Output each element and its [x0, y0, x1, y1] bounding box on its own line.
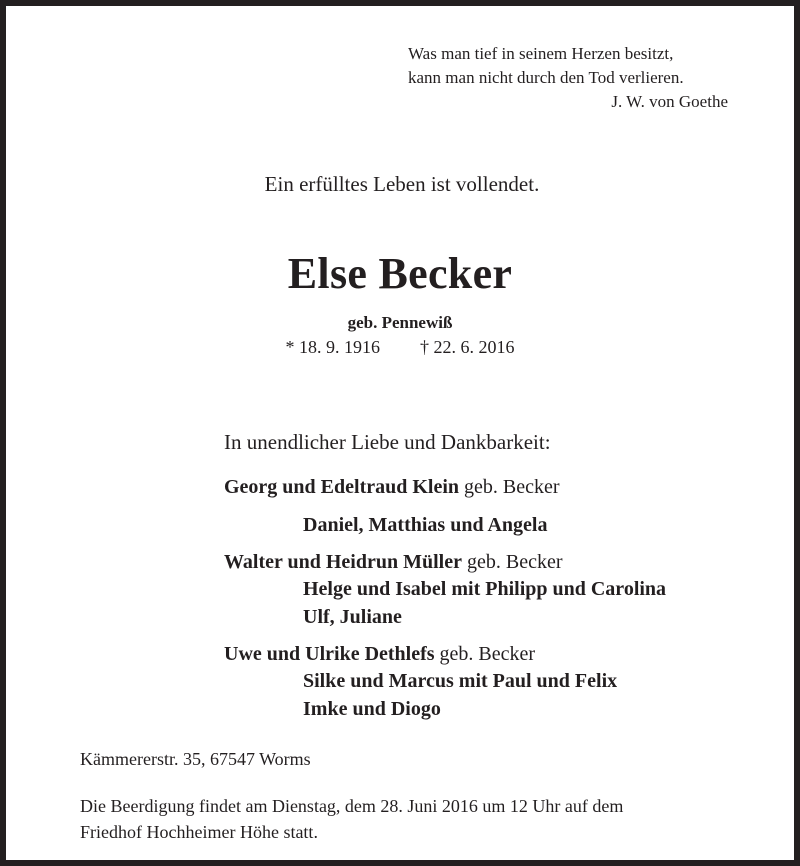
family-parents [224, 551, 563, 574]
quote-line-1: Was man tief in seinem Herzen besitzt, [408, 44, 674, 63]
family-children: Daniel, Matthias und Angela [303, 514, 548, 536]
family-children: Ulf, Juliane [303, 606, 402, 628]
deceased-name: Else Becker [287, 249, 513, 298]
quote-line-2: kann man nicht durch den Tod verlieren. [408, 68, 684, 87]
funeral-info [80, 793, 623, 845]
family-parents [224, 643, 535, 666]
family-suffix: geb. Becker [434, 643, 536, 665]
life-dates [6, 337, 794, 358]
family-children: Imke und Diogo [303, 698, 441, 720]
funeral-line-2: Friedhof Hochheimer Höhe statt. [80, 822, 318, 842]
family-children: Helge und Isabel mit Philipp und Carolina [303, 578, 667, 600]
family-parents-names: Walter und Heidrun Müller [224, 551, 462, 573]
funeral-line-1: Die Beerdigung findet am Dienstag, dem 28. Juni 2016 um 12 Uhr auf dem [80, 796, 624, 816]
maiden-name: geb. Pennewiß [347, 313, 453, 332]
family-parents-names: Georg und Edeltraud Klein [224, 476, 460, 498]
birth-date: * 18. 9. 1916 [285, 337, 380, 357]
family-children: Silke und Marcus mit Paul und Felix [303, 670, 618, 692]
address: Kämmererstr. 35, 67547 Worms [80, 749, 311, 769]
mourners-heading: In unendlicher Liebe und Dankbarkeit: [224, 430, 551, 454]
intro-line: Ein erfülltes Leben ist vollendet. [264, 172, 540, 196]
family-parents-names: Uwe und Ulrike Dethlefs [224, 643, 435, 665]
goethe-quote [408, 42, 728, 114]
family-parents [224, 476, 560, 499]
family-suffix: geb. Becker [461, 551, 563, 573]
family-suffix: geb. Becker [459, 476, 560, 498]
quote-author: J. W. von Goethe [611, 92, 728, 111]
death-date: † 22. 6. 2016 [420, 337, 515, 357]
